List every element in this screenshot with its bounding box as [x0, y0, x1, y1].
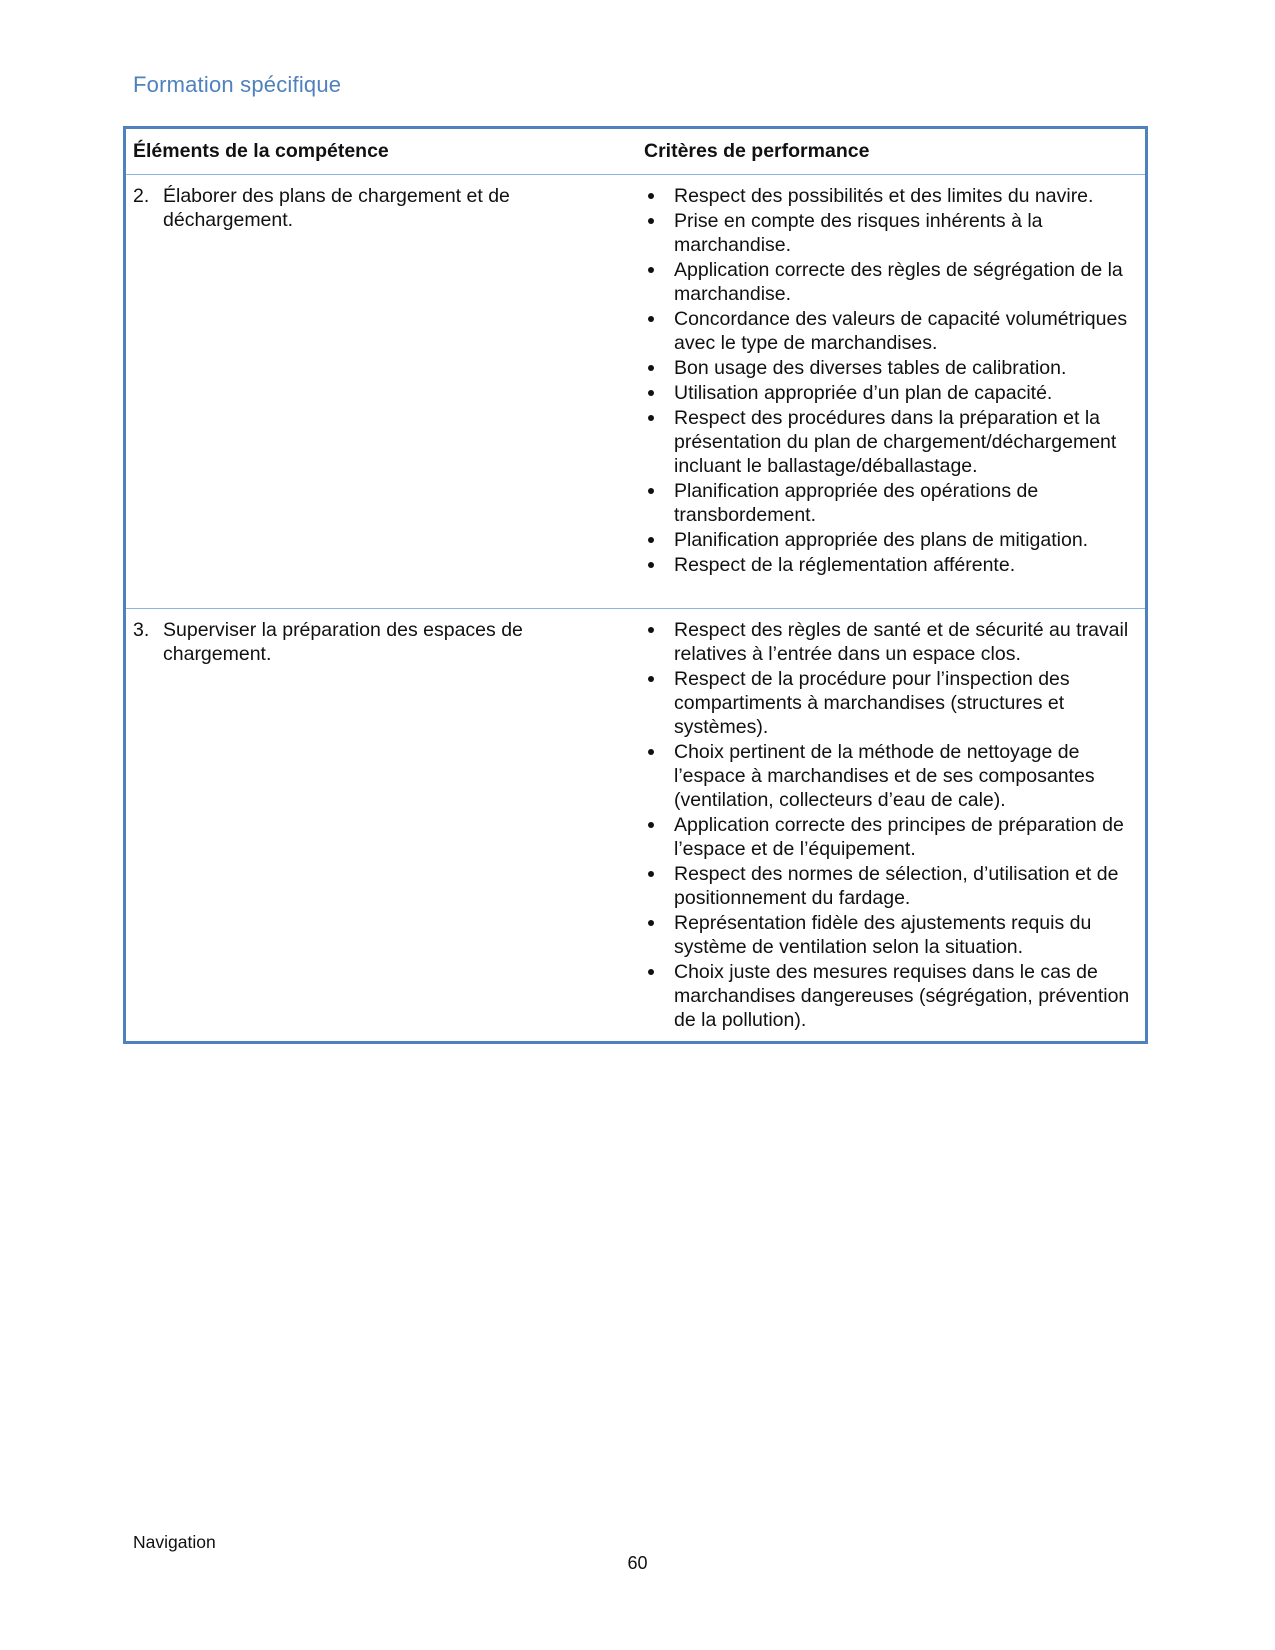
bullet-icon: [644, 209, 674, 257]
list-item: Choix pertinent de la méthode de nettoyage de l’espace à marchandises et de ses composantes (ventilation, collecteurs d’eau de cale).: [644, 740, 1135, 812]
bullet-icon: [644, 356, 674, 380]
bullet-icon: [644, 667, 674, 739]
page-number: 60: [627, 1553, 648, 1573]
section-title: Formation spécifique: [133, 72, 342, 97]
list-item: Respect des procédures dans la préparation et la présentation du plan de chargement/déchargement incluant le ballastage/déballastage.: [644, 406, 1135, 478]
list-item: Respect des règles de santé et de sécurité au travail relatives à l’entrée dans un espace clos.: [644, 618, 1135, 666]
bullet-icon: [644, 381, 674, 405]
header-elements: Éléments de la compétence: [133, 140, 389, 162]
bullet-icon: [644, 406, 674, 478]
list-item: Choix juste des mesures requises dans le cas de marchandises dangereuses (ségrégation, prévention de la pollution).: [644, 960, 1135, 1032]
criteria-list: [644, 618, 1135, 1032]
bullet-icon: [644, 184, 674, 208]
bullet-icon: [644, 258, 674, 306]
bullet-icon: [644, 479, 674, 527]
list-item: Concordance des valeurs de capacité volumétriques avec le type de marchandises.: [644, 307, 1135, 355]
criteria-list: [644, 184, 1135, 577]
bullet-icon: [644, 740, 674, 812]
header-criteria: Critères de performance: [644, 140, 870, 162]
bullet-icon: [644, 911, 674, 959]
element-number: 3.: [133, 619, 150, 641]
element-item: [133, 618, 626, 666]
element-text: Élaborer des plans de chargement et de déchargement.: [163, 185, 510, 231]
list-item: Bon usage des diverses tables de calibration.: [644, 356, 1135, 380]
competence-table: [123, 126, 1148, 1044]
list-item: Planification appropriée des opérations de transbordement.: [644, 479, 1135, 527]
list-item: Représentation fidèle des ajustements requis du système de ventilation selon la situation.: [644, 911, 1135, 959]
list-item: Application correcte des principes de préparation de l’espace et de l’équipement.: [644, 813, 1135, 861]
bullet-icon: [644, 960, 674, 1032]
element-number: 2.: [133, 185, 150, 207]
bullet-icon: [644, 862, 674, 910]
element-text: Superviser la préparation des espaces de chargement.: [163, 619, 523, 665]
bullet-icon: [644, 528, 674, 552]
list-item: Application correcte des règles de ségrégation de la marchandise.: [644, 258, 1135, 306]
element-item: [133, 184, 626, 232]
list-item: Respect de la réglementation afférente.: [644, 553, 1135, 577]
table-row: [126, 609, 1145, 1041]
bullet-icon: [644, 553, 674, 577]
list-item: Prise en compte des risques inhérents à la marchandise.: [644, 209, 1135, 257]
list-item: Respect des normes de sélection, d’utilisation et de positionnement du fardage.: [644, 862, 1135, 910]
list-item: Respect de la procédure pour l’inspection des compartiments à marchandises (structures et systèmes).: [644, 667, 1135, 739]
bullet-icon: [644, 307, 674, 355]
list-item: Utilisation appropriée d’un plan de capacité.: [644, 381, 1135, 405]
list-item: Planification appropriée des plans de mitigation.: [644, 528, 1135, 552]
footer-label: Navigation: [133, 1532, 216, 1552]
bullet-icon: [644, 813, 674, 861]
table-row: [126, 175, 1145, 609]
list-item: Respect des possibilités et des limites du navire.: [644, 184, 1135, 208]
table-header-row: [126, 129, 1145, 175]
bullet-icon: [644, 618, 674, 666]
